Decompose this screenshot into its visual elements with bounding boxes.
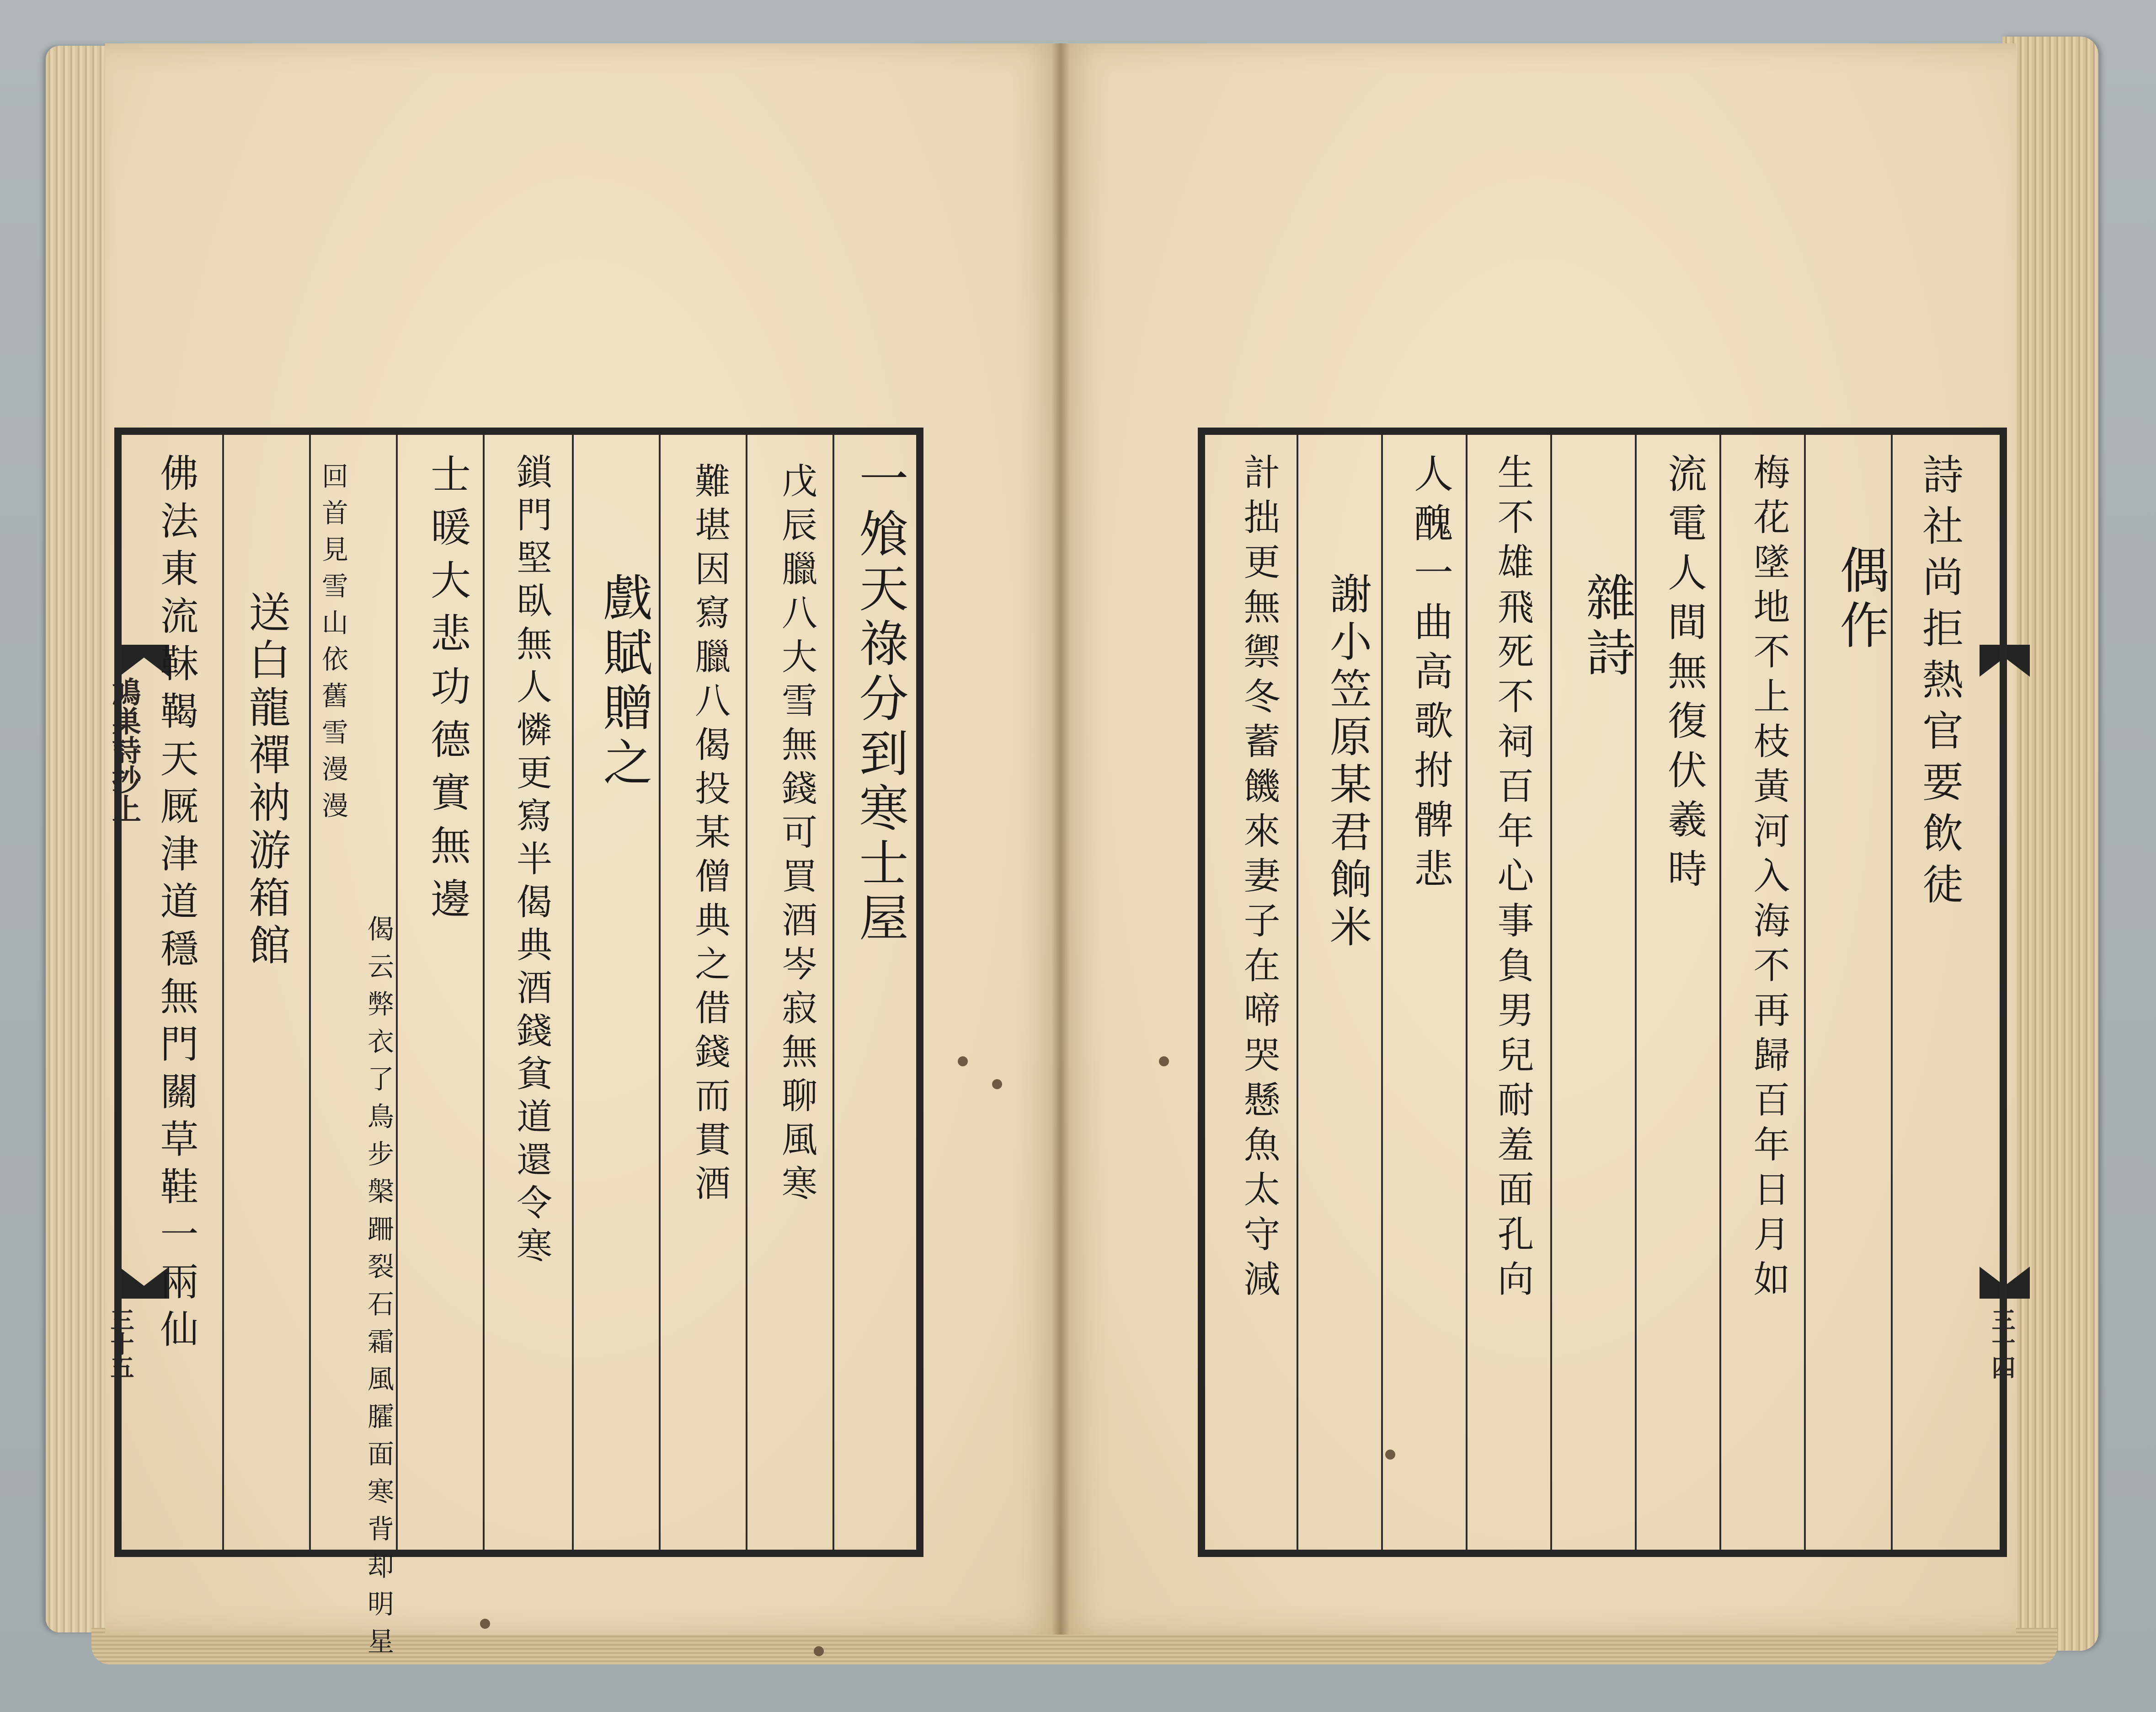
wormhole bbox=[480, 1619, 490, 1629]
text-column: 戊辰臘八大雪無錢可買酒岑寂無聊風寒 bbox=[776, 462, 817, 1209]
poem-title: 謝小笠原某君餉米 bbox=[1323, 572, 1372, 952]
poem-title: 送白龍禪衲游箱館 bbox=[242, 590, 291, 971]
column-divider bbox=[1466, 435, 1468, 1550]
wormhole bbox=[992, 1079, 1002, 1089]
wormhole bbox=[1159, 1056, 1169, 1066]
text-column: 佛法東流靺鞨天厩津道穩無門關草鞋一兩仙 bbox=[154, 453, 199, 1357]
right-page-stack bbox=[2002, 37, 2098, 1651]
text-column: 梅花墜地不上枝黃河入海不再歸百年日月如 bbox=[1747, 453, 1790, 1305]
column-divider bbox=[483, 435, 485, 1550]
text-column: 生不雄飛死不祠百年心事負男兒耐羞面孔向 bbox=[1491, 453, 1534, 1305]
poem-title: 偶作 bbox=[1831, 545, 1889, 654]
fore-edge-title: 鳩巣詩抄上 bbox=[107, 677, 141, 823]
column-divider bbox=[1381, 435, 1383, 1550]
right-page-number: 三十四 bbox=[1987, 1308, 2015, 1379]
column-divider bbox=[1804, 435, 1806, 1550]
bleed-through-mark bbox=[791, 158, 846, 258]
column-divider bbox=[833, 435, 834, 1550]
poem-title: 戲賦贈之 bbox=[595, 572, 652, 792]
text-column: 鎖門堅臥無人憐更寫半偈典酒錢貧道還令寒 bbox=[511, 453, 552, 1270]
gloss-column: 偈云弊衣了鳥步槃跚裂石霜風臛面寒背却明星 bbox=[363, 915, 394, 1665]
column-divider bbox=[572, 435, 574, 1550]
poem-title: 雜詩 bbox=[1578, 572, 1635, 682]
text-column: 一飧天祿分到寒士屋 bbox=[851, 453, 908, 947]
text-column: 人醜一曲高歌拊髀悲 bbox=[1407, 453, 1453, 898]
column-divider bbox=[309, 435, 311, 1550]
column-divider bbox=[1719, 435, 1721, 1550]
text-column: 難堪因寫臘八偈投某僧典之借錢而貫酒 bbox=[689, 462, 730, 1209]
column-divider bbox=[222, 435, 224, 1550]
left-page-number: 三十五 bbox=[106, 1308, 134, 1379]
gutter bbox=[1051, 43, 1070, 1635]
text-column: 士暖大悲功德實無邊 bbox=[424, 453, 471, 931]
left-text-frame bbox=[114, 428, 923, 1665]
column-divider bbox=[659, 435, 661, 1550]
column-divider bbox=[1297, 435, 1298, 1550]
text-column: 詩社尚拒熱官要飲徒 bbox=[1915, 453, 1963, 914]
text-column: 計拙更無禦冬蓄饑來妻子在啼哭懸魚太守減 bbox=[1238, 453, 1280, 1305]
text-column: 流電人間無復伏羲時 bbox=[1661, 453, 1707, 898]
wormhole bbox=[1385, 1450, 1395, 1460]
gloss-column: 回首見雪山依舊雪漫漫 bbox=[317, 462, 348, 828]
wormhole bbox=[958, 1056, 968, 1066]
right-text-frame bbox=[1198, 428, 2007, 1557]
column-divider bbox=[1550, 435, 1552, 1550]
wormhole bbox=[814, 1646, 824, 1656]
column-divider bbox=[746, 435, 747, 1550]
